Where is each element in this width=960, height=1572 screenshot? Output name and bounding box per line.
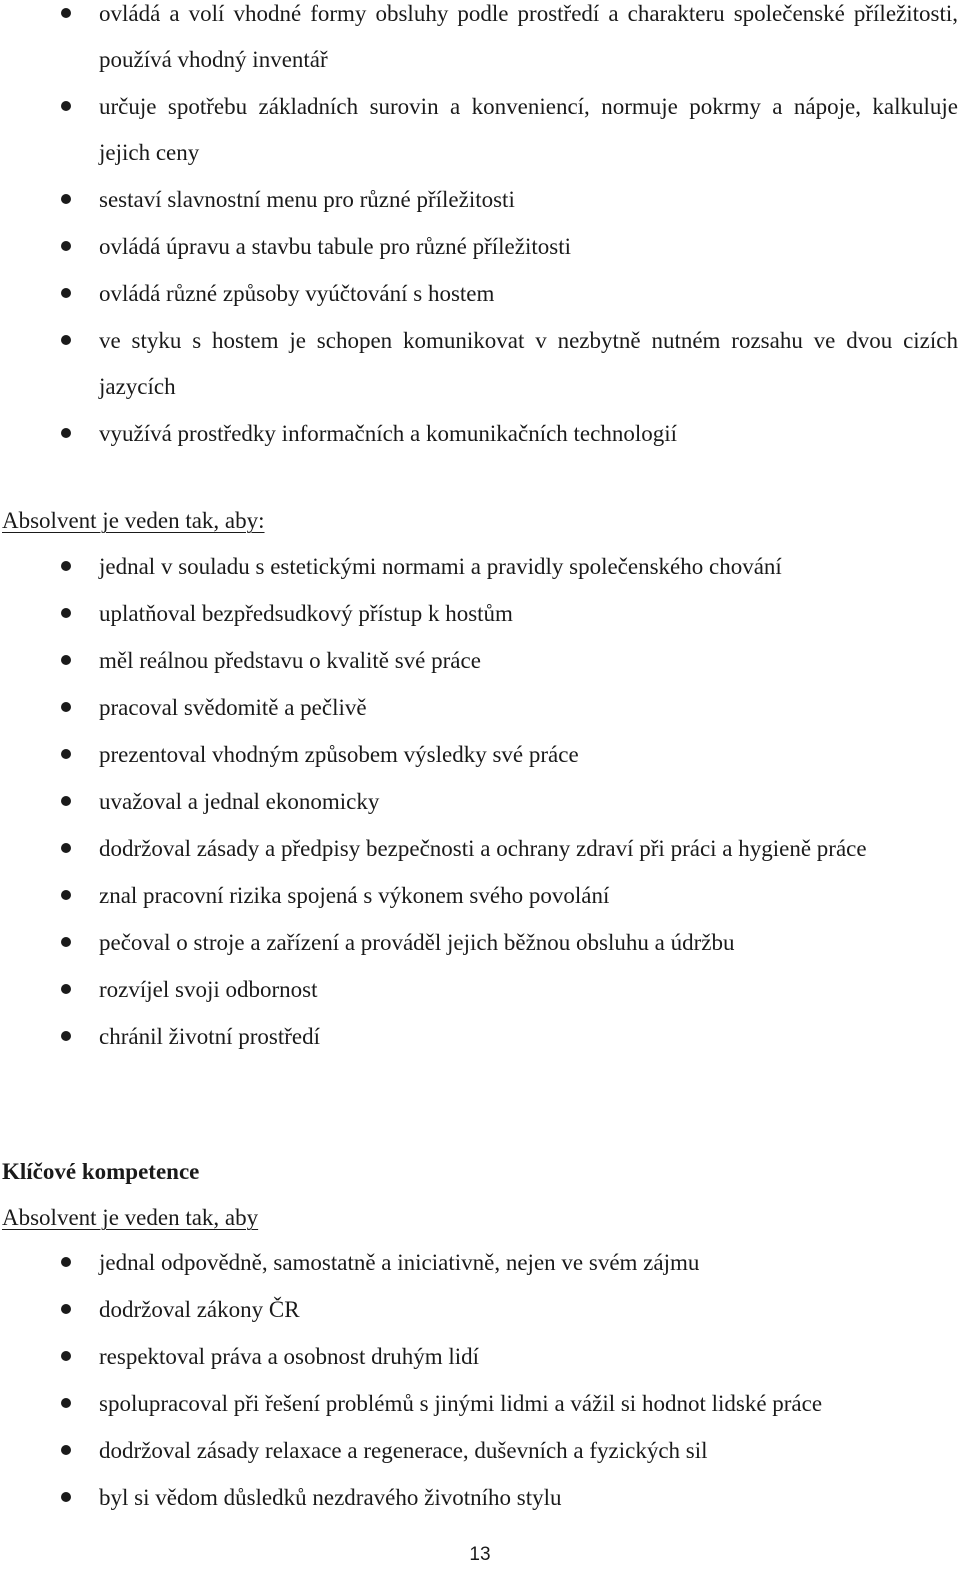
- list-item: [0, 224, 960, 270]
- list-item: [0, 873, 960, 919]
- list-item-text: měl reálnou představu o kvalitě své práce: [99, 648, 481, 673]
- skills-list: [0, 0, 960, 458]
- key-competences-list: [0, 1240, 960, 1522]
- list-item: [0, 779, 960, 825]
- bullet-icon: [61, 241, 71, 251]
- bullet-icon: [61, 749, 71, 759]
- list-item-text: byl si vědom důsledků nezdravého životního stylu: [99, 1485, 562, 1510]
- list-item: [0, 84, 960, 176]
- bullet-icon: [61, 796, 71, 806]
- list-item-text: znal pracovní rizika spojená s výkonem svého povolání: [99, 883, 610, 908]
- list-item-text: sestaví slavnostní menu pro různé příležitosti: [99, 187, 515, 212]
- list-item: [0, 920, 960, 966]
- bullet-icon: [61, 843, 71, 853]
- list-item: [0, 1334, 960, 1380]
- bullet-icon: [61, 1304, 71, 1314]
- list-item-text: pečoval o stroje a zařízení a prováděl jejich běžnou obsluhu a údržbu: [99, 930, 735, 955]
- list-item-text: určuje spotřebu základních surovin a konveniencí, normuje pokrmy a nápoje, kalkuluje jejich ceny: [99, 94, 958, 165]
- bullet-icon: [61, 194, 71, 204]
- bullet-icon: [61, 655, 71, 665]
- list-item-text: využívá prostředky informačních a komunikačních technologií: [99, 421, 678, 446]
- list-item: [0, 0, 960, 83]
- list-item-text: spolupracoval při řešení problémů s jinými lidmi a vážil si hodnot lidské práce: [99, 1391, 823, 1416]
- list-item: [0, 1381, 960, 1427]
- bullet-icon: [61, 1398, 71, 1408]
- list-item-text: ovládá úpravu a stavbu tabule pro různé příležitosti: [99, 234, 571, 259]
- list-item: [0, 318, 960, 410]
- bullet-icon: [61, 890, 71, 900]
- bullet-icon: [61, 1257, 71, 1267]
- list-item: [0, 685, 960, 731]
- list-item: [0, 1428, 960, 1474]
- list-item-text: pracoval svědomitě a pečlivě: [99, 695, 367, 720]
- list-item-text: dodržoval zásady a předpisy bezpečnosti a ochrany zdraví při práci a hygieně práce: [99, 836, 867, 861]
- list-item-text: dodržoval zákony ČR: [99, 1297, 300, 1322]
- list-item: [0, 1240, 960, 1286]
- bullet-icon: [61, 335, 71, 345]
- bullet-icon: [61, 984, 71, 994]
- section-title: Klíčové kompetence: [2, 1159, 200, 1184]
- bullet-icon: [61, 702, 71, 712]
- bullet-icon: [61, 561, 71, 571]
- page-number: 13: [469, 1544, 491, 1565]
- list-item-text: ovládá různé způsoby vyúčtování s hostem: [99, 281, 495, 306]
- bullet-icon: [61, 1445, 71, 1455]
- list-item: [0, 638, 960, 684]
- list-item: [0, 591, 960, 637]
- list-item: [0, 732, 960, 778]
- list-item: [0, 1014, 960, 1060]
- list-item-text: respektoval práva a osobnost druhým lidí: [99, 1344, 480, 1369]
- bullet-icon: [61, 608, 71, 618]
- bullet-icon: [61, 1492, 71, 1502]
- list-item-text: ve styku s hostem je schopen komunikovat v nezbytně nutném rozsahu ve dvou cizích jazycích: [99, 328, 958, 399]
- list-item-text: rozvíjel svoji odbornost: [99, 977, 318, 1002]
- list-item-text: uplatňoval bezpředsudkový přístup k hostům: [99, 601, 513, 626]
- list-item-text: chránil životní prostředí: [99, 1024, 320, 1049]
- list-item: [0, 967, 960, 1013]
- list-item: [0, 544, 960, 590]
- bullet-icon: [61, 101, 71, 111]
- section-heading: Absolvent je veden tak, aby:: [2, 508, 265, 533]
- list-item: [0, 826, 960, 872]
- list-item-text: uvažoval a jednal ekonomicky: [99, 789, 380, 814]
- list-item: [0, 1475, 960, 1521]
- list-item-text: jednal v souladu s estetickými normami a pravidly společenského chování: [99, 554, 782, 579]
- list-item: [0, 177, 960, 223]
- list-item-text: jednal odpovědně, samostatně a iniciativně, nejen ve svém zájmu: [99, 1250, 700, 1275]
- list-item: [0, 1287, 960, 1333]
- list-item-text: prezentoval vhodným způsobem výsledky své práce: [99, 742, 579, 767]
- bullet-icon: [61, 937, 71, 947]
- list-item-text: ovládá a volí vhodné formy obsluhy podle prostředí a charakteru společenské příležitosti, používá vhodný inventář: [99, 1, 958, 72]
- section-heading: Absolvent je veden tak, aby: [2, 1205, 259, 1230]
- list-item-text: dodržoval zásady relaxace a regenerace, duševních a fyzických sil: [99, 1438, 708, 1463]
- bullet-icon: [61, 428, 71, 438]
- list-item: [0, 271, 960, 317]
- bullet-icon: [61, 1351, 71, 1361]
- attitudes-list: [0, 544, 960, 1061]
- bullet-icon: [61, 1031, 71, 1041]
- list-item: [0, 411, 960, 457]
- bullet-icon: [61, 8, 71, 18]
- bullet-icon: [61, 288, 71, 298]
